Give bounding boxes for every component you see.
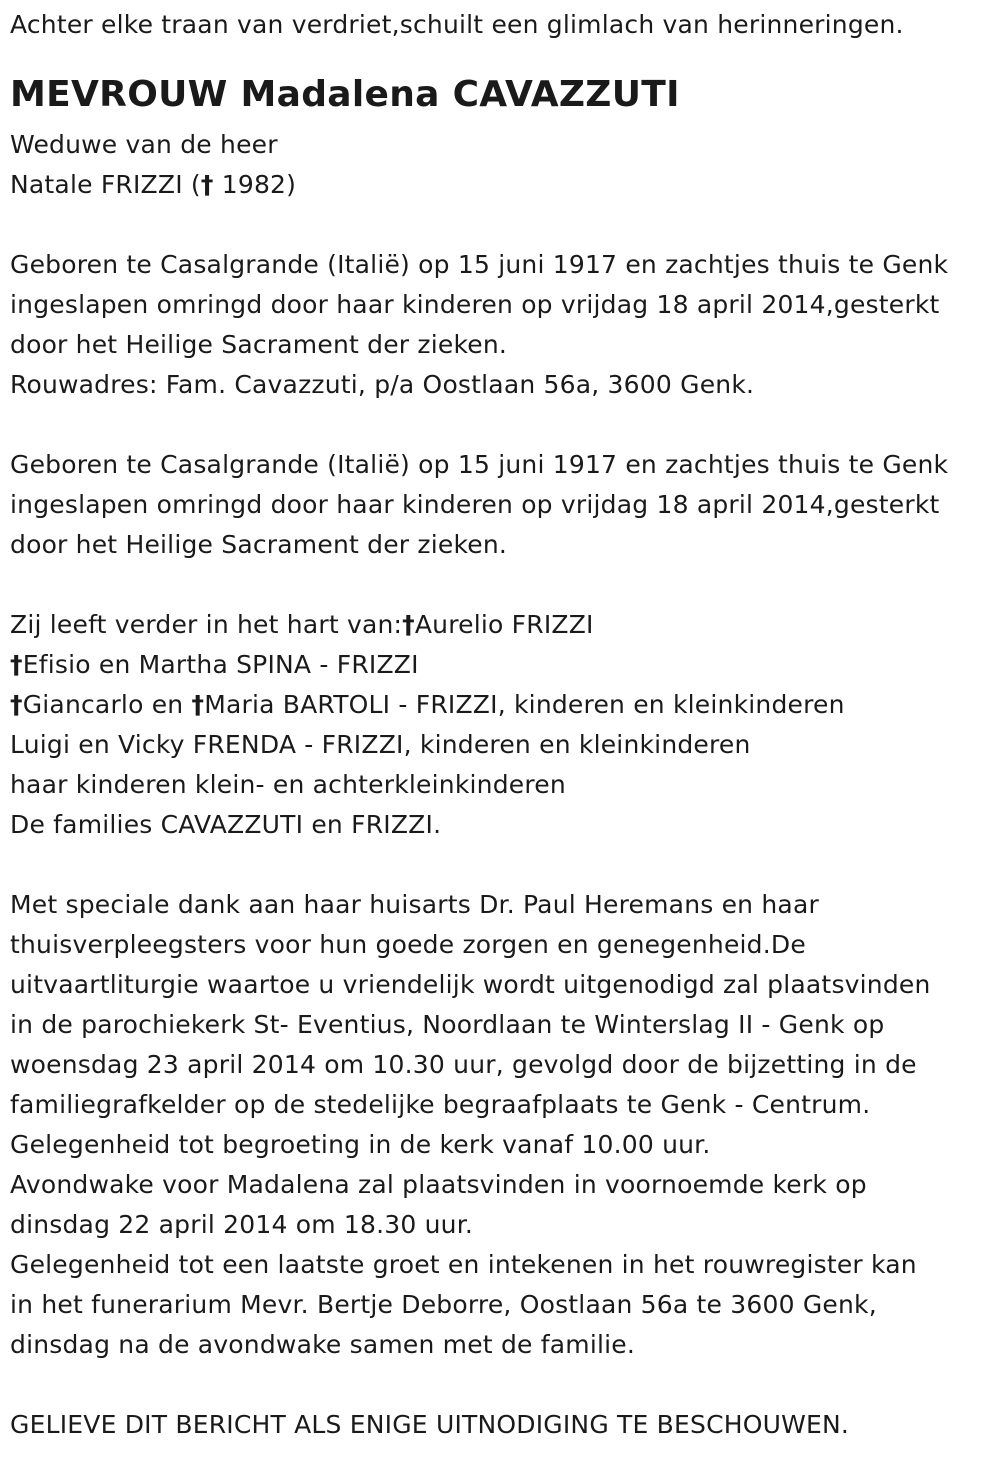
cross-icon: † xyxy=(10,690,23,719)
birth-paragraph-2 xyxy=(10,445,990,565)
cross-icon: † xyxy=(402,610,415,639)
spacer xyxy=(10,1365,990,1405)
widow-of-line: Weduwe van de heer xyxy=(10,130,278,159)
paragraph-line: in de parochiekerk St- Eventius, Noordlaan te Winterslag II - Genk op xyxy=(10,1010,885,1039)
family-member-line: haar kinderen klein- en achterkleinkinderen xyxy=(10,770,566,799)
paragraph-line: Geboren te Casalgrande (Italië) op 15 juni 1917 en zachtjes thuis te Genk xyxy=(10,250,949,279)
paragraph-line: Avondwake voor Madalena zal plaatsvinden in voornoemde kerk op xyxy=(10,1170,867,1199)
cross-icon: † xyxy=(10,650,23,679)
family-member: Efisio en Martha SPINA - FRIZZI xyxy=(22,650,419,679)
paragraph-line: ingeslapen omringd door haar kinderen op vrijdag 18 april 2014,gesterkt xyxy=(10,490,940,519)
paragraph-line: door het Heilige Sacrament der zieken. xyxy=(10,330,508,359)
obituary-document xyxy=(10,5,990,1445)
family-intro: Zij leeft verder in het hart van: xyxy=(10,610,403,639)
birth-paragraph-1 xyxy=(10,245,990,405)
paragraph-line: thuisverpleegsters voor hun goede zorgen en genegenheid.De xyxy=(10,930,806,959)
paragraph-line: woensdag 23 april 2014 om 10.30 uur, gevolgd door de bijzetting in de xyxy=(10,1050,917,1079)
family-member: Giancarlo en xyxy=(22,690,192,719)
spacer xyxy=(10,205,990,245)
spouse-name: Natale FRIZZI ( xyxy=(10,170,201,199)
deceased-name: MEVROUW Madalena CAVAZZUTI xyxy=(10,74,680,115)
mourning-address: Rouwadres: Fam. Cavazzuti, p/a Oostlaan 56a, 3600 Genk. xyxy=(10,370,755,399)
paragraph-line: Met speciale dank aan haar huisarts Dr. Paul Heremans en haar xyxy=(10,890,819,919)
thanks-paragraph xyxy=(10,885,990,1365)
family-member-line xyxy=(10,685,990,725)
paragraph-line: Gelegenheid tot een laatste groet en intekenen in het rouwregister kan xyxy=(10,1250,917,1279)
paragraph-line: in het funerarium Mevr. Bertje Deborre, Oostlaan 56a te 3600 Genk, xyxy=(10,1290,877,1319)
closing-notice: GELIEVE DIT BERICHT ALS ENIGE UITNODIGING TE BESCHOUWEN. xyxy=(10,1410,850,1439)
paragraph-line: dinsdag 22 april 2014 om 18.30 uur. xyxy=(10,1210,474,1239)
family-intro-line xyxy=(10,605,990,645)
motto: Achter elke traan van verdriet,schuilt een glimlach van herinneringen. xyxy=(10,10,904,39)
paragraph-line: dinsdag na de avondwake samen met de familie. xyxy=(10,1330,635,1359)
paragraph-line: uitvaartliturgie waartoe u vriendelijk wordt uitgenodigd zal plaatsvinden xyxy=(10,970,931,999)
spouse-death-year: 1982) xyxy=(221,170,297,199)
paragraph-line: Gelegenheid tot begroeting in de kerk vanaf 10.00 uur. xyxy=(10,1130,711,1159)
paragraph-line: familiegrafkelder op de stedelijke begraafplaats te Genk - Centrum. xyxy=(10,1090,871,1119)
spacer xyxy=(10,405,990,445)
family-member: Maria BARTOLI - FRIZZI, kinderen en kleinkinderen xyxy=(204,690,845,719)
spouse-line xyxy=(10,165,990,205)
cross-icon: † xyxy=(200,170,214,199)
paragraph-line: Geboren te Casalgrande (Italië) op 15 juni 1917 en zachtjes thuis te Genk xyxy=(10,450,949,479)
paragraph-line: door het Heilige Sacrament der zieken. xyxy=(10,530,508,559)
family-member-line xyxy=(10,645,990,685)
family-list xyxy=(10,605,990,845)
family-member: Aurelio FRIZZI xyxy=(414,610,594,639)
spacer xyxy=(10,845,990,885)
family-member-line: De families CAVAZZUTI en FRIZZI. xyxy=(10,810,442,839)
cross-icon: † xyxy=(191,690,205,719)
family-member-line: Luigi en Vicky FRENDA - FRIZZI, kinderen en kleinkinderen xyxy=(10,730,751,759)
paragraph-line: ingeslapen omringd door haar kinderen op vrijdag 18 april 2014,gesterkt xyxy=(10,290,940,319)
spacer xyxy=(10,565,990,605)
